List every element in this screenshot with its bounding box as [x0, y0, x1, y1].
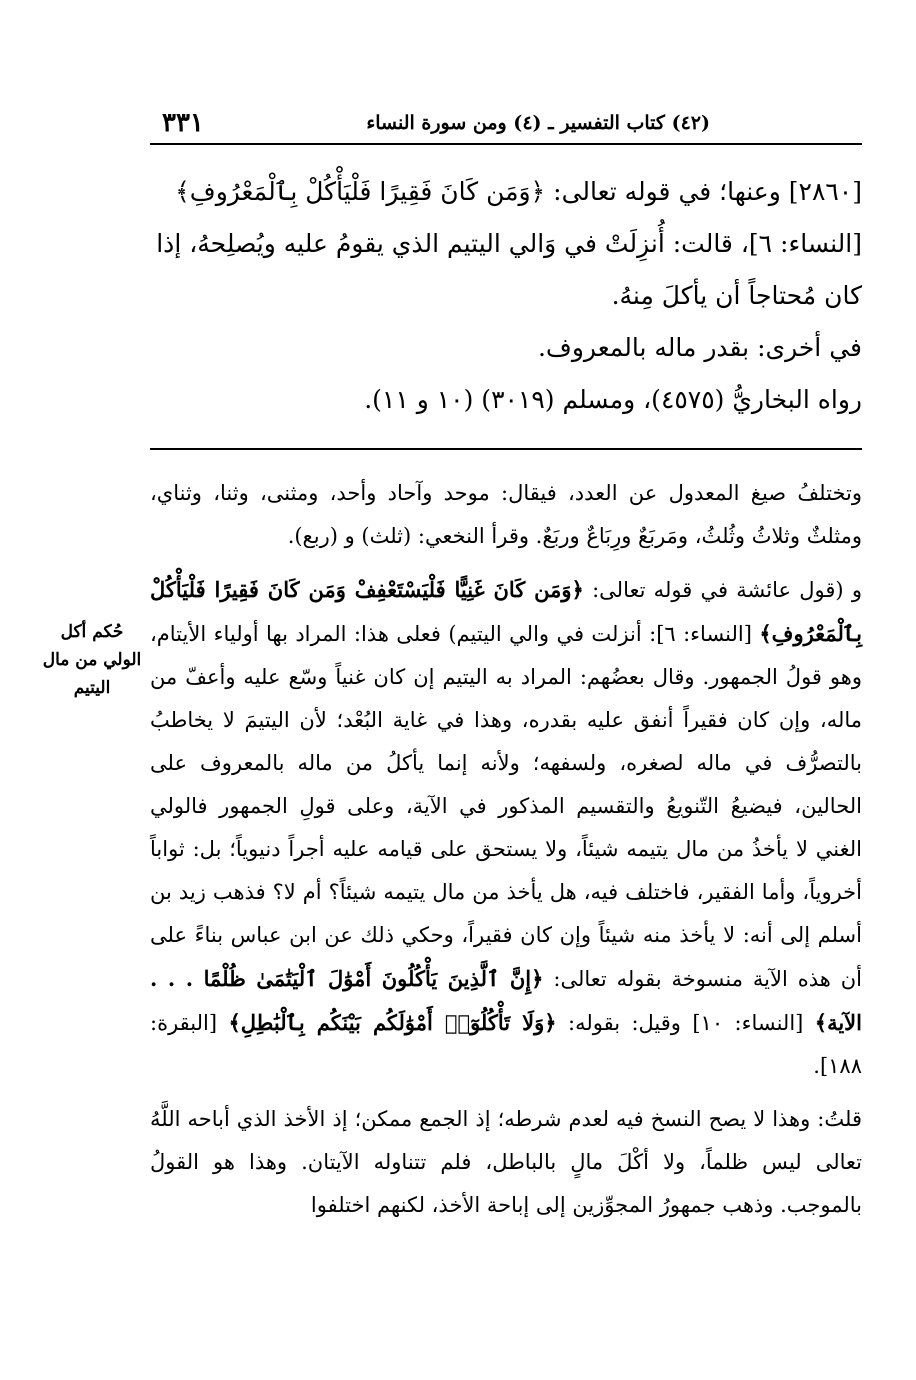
hadith-line-2: [النساء: ٦]، قالت: أُنزِلَتْ في وَالي اليتيم الذي يقومُ عليه ويُصلِحهُ، إذا [156, 229, 862, 258]
commentary-paragraph-1: وتختلفُ صيغ المعدول عن العدد، فيقال: موحد وآحاد وأحد، ومثنى، وثنا، وثناي، ومثلثٌ وثلاثُ وثُلثُ، ومَربَعٌ ورِبَاعٌ وربَعٌ. وقرأ النخعي: (ثلث) و (ربع). [150, 481, 862, 548]
section-divider [150, 448, 862, 450]
hadith-other-version: في أخرى: بقدر ماله بالمعروف. [537, 333, 862, 362]
chapter-title: (٤٢) كتاب التفسير ـ (٤) ومن سورة النساء [366, 112, 710, 134]
hadith-block [150, 166, 862, 426]
header-divider [150, 143, 862, 145]
commentary-paragraph-2 [150, 568, 862, 1088]
paragraph-text: [النساء: ١٠] وقيل: بقوله: [556, 1011, 815, 1035]
hadith-source: رواه البخاريُّ (٤٥٧٥)، ومسلم (٣٠١٩) (١٠ و ١١). [364, 385, 862, 414]
paragraph-text: [البقرة: ١٨٨]. [150, 1011, 862, 1078]
quran-verse: ﴿وَلَا تَأْكُلُوٓا۟ أَمْوَٰلَكُم بَيْنَكُم بِٱلْبَٰطِلِ﴾ [228, 1010, 557, 1035]
margin-heading: حُكم أكل الولي من مال اليتيم [42, 622, 142, 698]
hadith-line-1: [٢٨٦٠] وعنها؛ في قوله تعالى: ﴿وَمَن كَانَ فَقِيرًا فَلْيَأْكُلْ بِٱلْمَعْرُوفِ﴾ [175, 177, 862, 206]
commentary-paragraph-3: قلتُ: وهذا لا يصح النسخ فيه لعدم شرطه؛ إذ الجمع ممكن؛ إذ الأخذ الذي أباحه اللَّهُ تعالى ليس ظلماً، ولا أكْلَ مالٍ بالباطل، فلم تتناوله الآيتان. وهذا هو القولُ بالموجب. وذهب جمهورُ المجوِّزين إلى إباحة الأخذ، لكنهم اختلفوا [150, 1107, 862, 1217]
hadith-line-3: كان مُحتاجاً أن يأكلَ مِنهُ. [611, 281, 862, 310]
quran-verse: ﴿وَمَن كَانَ غَنِيًّا فَلْيَسْتَعْفِفْ وَمَن كَانَ فَقِيرًا فَلْيَأْكُلْ بِٱلْمَعْرُوفِ﴾ [150, 577, 862, 646]
page-number: ٣٣١ [162, 108, 204, 138]
running-header [150, 100, 860, 142]
paragraph-text: [النساء: ٦]: أنزلت في والي اليتيم) فعلى هذا: المراد بها أولياء الأيتام، وهو قولُ الجمهور. وقال بعضُهم: المراد به اليتيم إن كان غنياً وسّع عليه وأعفّ من ماله، وإن كان فقيراً أنفق عليه بقدره، وهذا في غاية البُعْد؛ لأن اليتيمَ لا يخاطبُ بالتصرُّف في ماله لصغره، ولسفهه؛ ولأنه إنما يأكلُ من ماله بالمعروف على الحالين، فيضيعُ التّنويعُ والتقسيم المذكور في الآية، وعلى قولِ الجمهور فالولي الغني لا يأخذُ من مال يتيمه شيئاً، ولا يستحق على قيامه عليه أجراً دنيوياً؛ بل: ثواباً أخروياً، وأما الفقير، فاختلف فيه، هل يأخذ من مال يتيمه شيئاً؟ أم لا؟ فذهب زيد بن أسلم إلى أنه: لا يأخذ منه شيئاً وإن كان فقيراً، وحكي ذلك عن ابن عباس بناءً على أن هذه الآية منسوخة بقوله تعالى: [150, 622, 862, 991]
paragraph-text: و (قول عائشة في قوله تعالى: [583, 578, 862, 602]
commentary-block [150, 472, 862, 1227]
quran-verse: ﴿إِنَّ ٱلَّذِينَ يَأْكُلُونَ أَمْوَٰلَ ٱلْيَتَٰمَىٰ ظُلْمًا . . . الآية﴾ [150, 966, 862, 1035]
